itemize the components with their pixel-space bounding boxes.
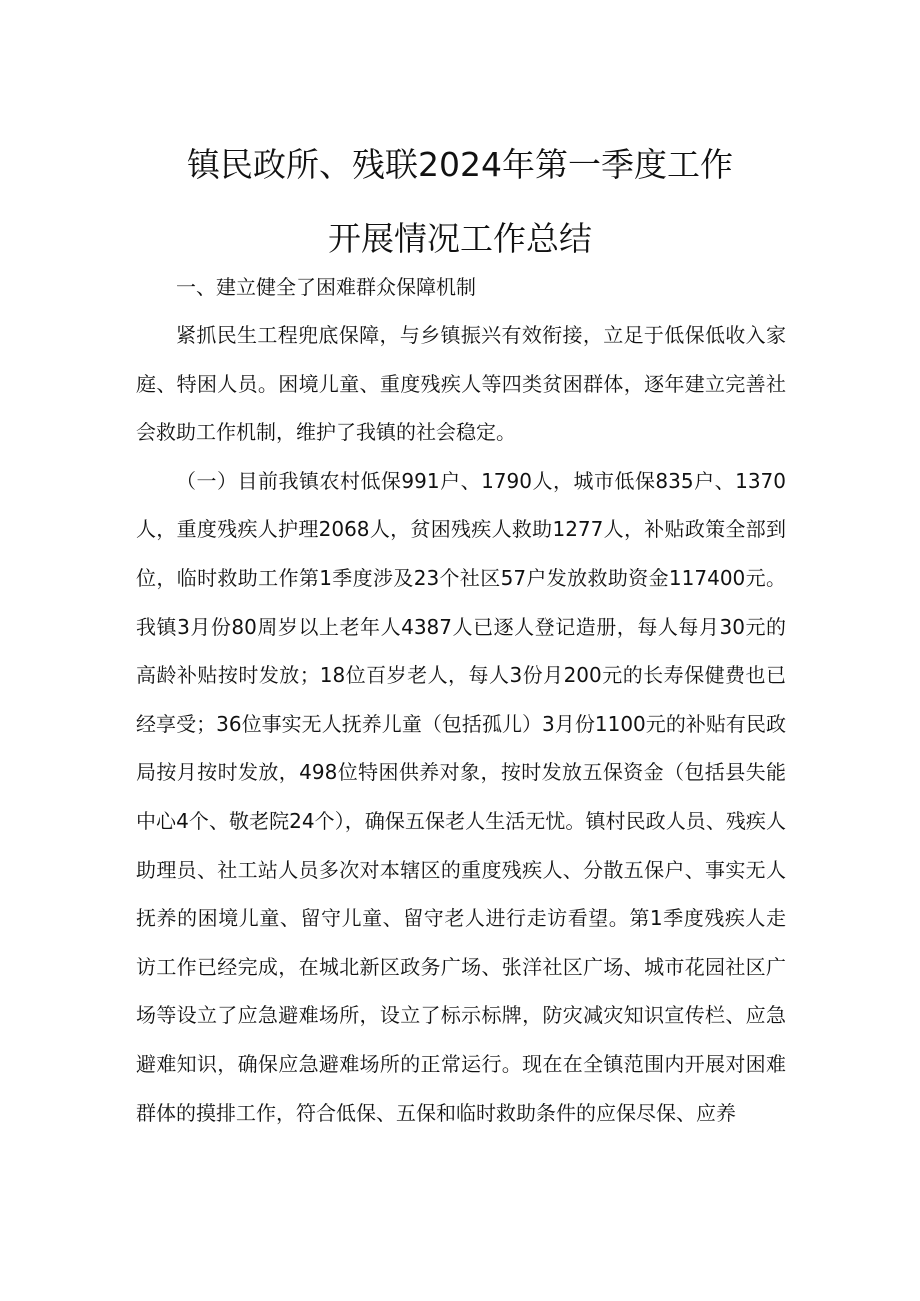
title-line-2: 开展情况工作总结	[328, 219, 592, 258]
paragraph-2: （一）目前我镇农村低保991户、1790人，城市低保835户、1370人，重度残疾人护理2068人，贫困残疾人救助1277人，补贴政策全部到位，临时救助工作第1季度涉及23个社区57户发放救助资金117400元。我镇3月份80周岁以上老年人4387人已逐人登记造册，每人每月30元的高龄补贴按时发放；18位百岁老人，每人3份月200元的长寿保健费也已经享受；36位事实无人抚养儿童（包括孤儿）3月份1100元的补贴有民政局按月按时发放，498位特困供养对象，按时发放五保资金（包括县失能中心4个、敬老院24个），确保五保老人生活无忧。镇村民政人员、残疾人助理员、社工站人员多次对本辖区的重度残疾人、分散五保户、事实无人抚养的困境儿童、留守儿童、留守老人进行走访看望。第1季度残疾人走访工作已经完成，在城北新区政务广场、张洋社区广场、城市花园社区广场等设立了应急避难场所，设立了标示标牌，防灾减灾知识宣传栏、应急避难知识，确保应急避难场所的正常运行。现在在全镇范围内开展对困难群体的摸排工作，符合低保、五保和临时救助条件的应保尽保、应养	[136, 468, 786, 1125]
section-heading-1: 一、建立健全了困难群众保障机制	[176, 275, 476, 299]
title-line-1: 镇民政所、残联2024年第一季度工作	[187, 145, 733, 184]
document-body	[136, 263, 786, 1137]
document-title	[100, 128, 820, 276]
paragraph-1: 紧抓民生工程兜底保障，与乡镇振兴有效衔接，立足于低保低收入家庭、特困人员。困境儿童、重度残疾人等四类贫困群体，逐年建立完善社会救助工作机制，维护了我镇的社会稳定。	[136, 323, 786, 445]
